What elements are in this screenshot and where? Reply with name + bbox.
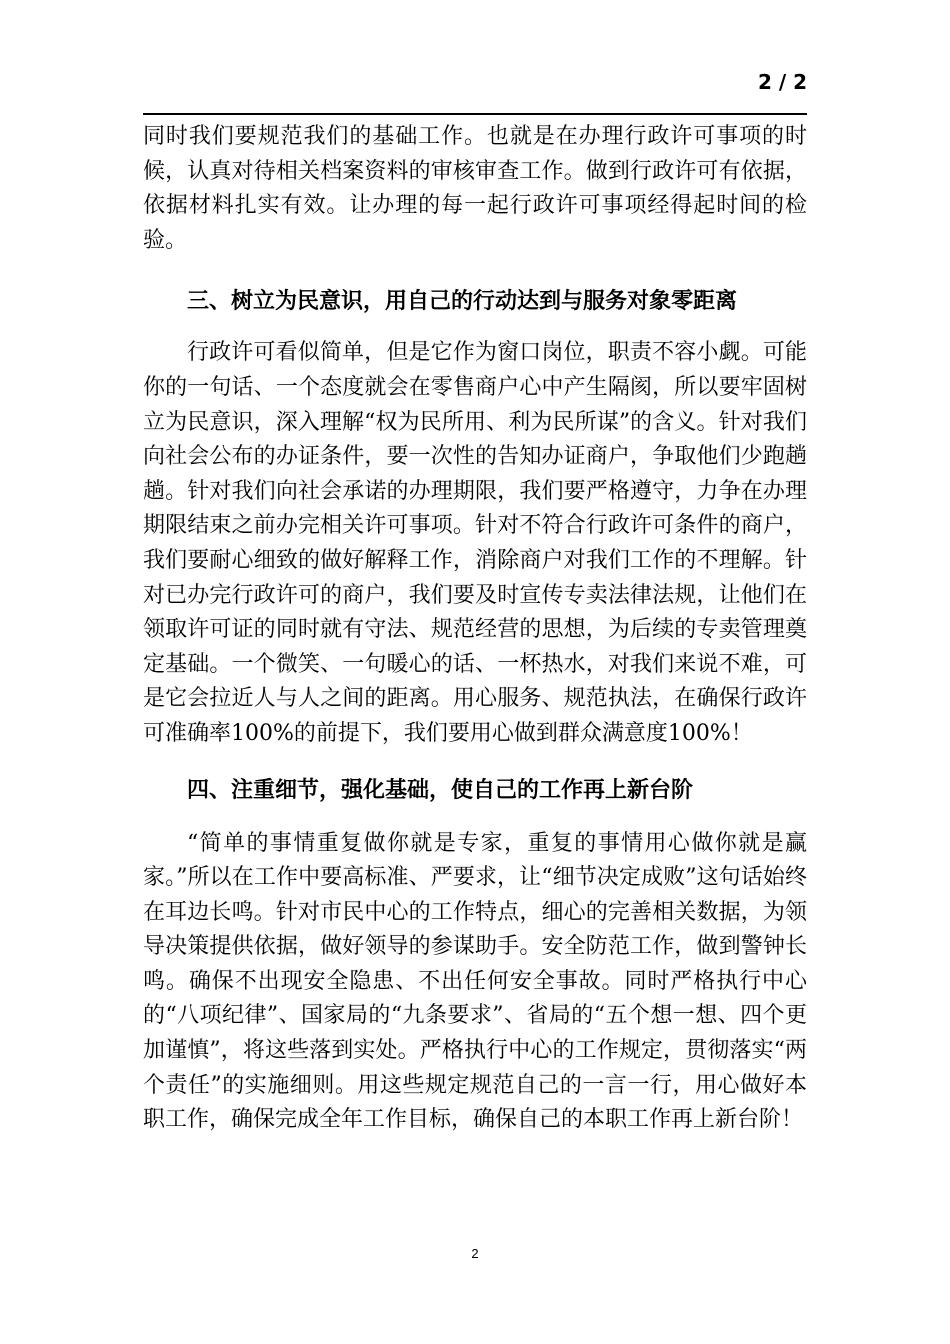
- page-counter: 2 / 2: [757, 70, 807, 94]
- section-heading-4: 四、注重细节，强化基础，使自己的工作再上新台阶: [187, 777, 694, 803]
- page-header: [143, 70, 807, 110]
- header-rule: [143, 113, 807, 115]
- paragraph-section-4: “简单的事情重复做你就是专家，重复的事情用心做你就是赢家。”所以在工作中要高标准、严要求，让“细节决定成败”这句话始终在耳边长鸣。针对市民中心的工作特点，细心的完善相关数据，为领导决策提供依据，做好领导的参谋助手。安全防范工作，做到警钟长鸣。确保不出现安全隐患、不出任何安全事故。同时严格执行中心的“八项纪律”、国家局的“九条要求”、省局的“五个想一想、四个更加谨慎”，将这些落到实处。严格执行中心的工作规定，贯彻落实“两个责任”的实施细则。用这些规定规范自己的一言一行，用心做好本职工作，确保完成全年工作目标，确保自己的本职工作再上新台阶！: [143, 830, 807, 1133]
- section-heading-3: 三、树立为民意识，用自己的行动达到与服务对象零距离: [187, 289, 738, 315]
- paragraph-section-3: 行政许可看似简单，但是它作为窗口岗位，职责不容小觑。可能你的一句话、一个态度就会在零售商户心中产生隔阂，所以要牢固树立为民意识，深入理解“权为民所用、利为民所谋”的含义。针对我们向社会公布的办证条件，要一次性的告知办证商户，争取他们少跑趟趟。针对我们向社会承诺的办理期限，我们要严格遵守，力争在办理期限结束之前办完相关许可事项。针对不符合行政许可条件的商户，我们要耐心细致的做好解释工作，消除商户对我们工作的不理解。针对已办完行政许可的商户，我们要及时宣传专卖法律法规，让他们在领取许可证的同时就有守法、规范经营的思想，为后续的专卖管理奠定基础。一个微笑、一句暖心的话、一杯热水，对我们来说不难，可是它会拉近人与人之间的距离。用心服务、规范执法，在确保行政许可准确率100%的前提下，我们要用心做到群众满意度100%！: [143, 340, 807, 746]
- paragraph-continued: 同时我们要规范我们的基础工作。也就是在办理行政许可事项的时候，认真对待相关档案资料的审核审查工作。做到行政许可有依据，依据材料扎实有效。让办理的每一起行政许可事项经得起时间的检验。: [143, 124, 807, 253]
- document-body: [143, 120, 807, 1138]
- page-number: 2: [471, 1246, 479, 1261]
